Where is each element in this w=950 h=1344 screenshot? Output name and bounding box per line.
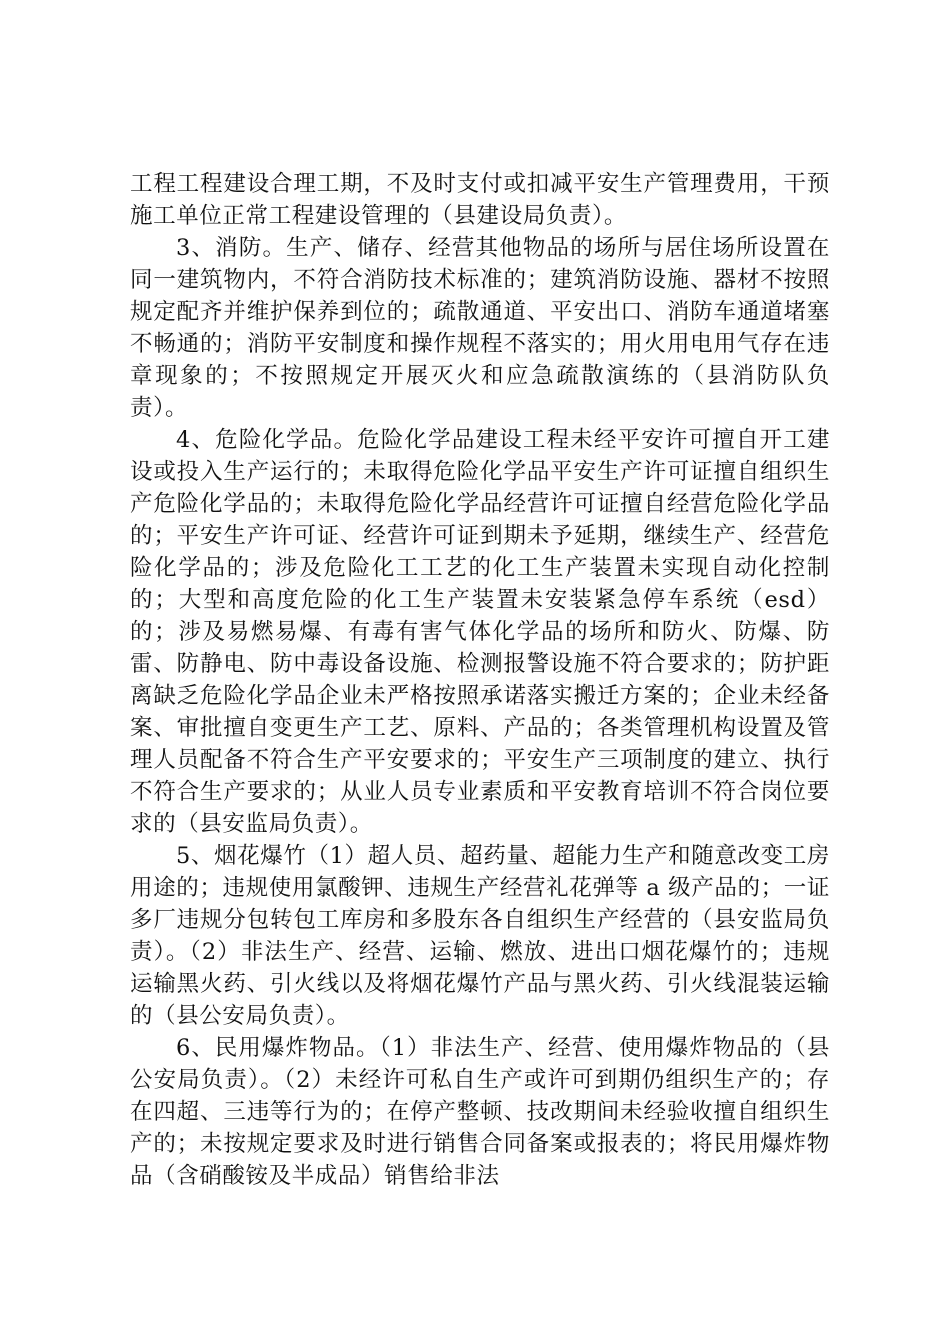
paragraph-civil-explosives: 6、民用爆炸物品。（1）非法生产、经营、使用爆炸物品的（县公安局负责）。（2）未经许可私自生产或许可到期仍组织生产的；存在四超、三违等行为的；在停产整顿、技改期间未经验收擅自组织生产的；未按规定要求及时进行销售合同备案或报表的；将民用爆炸物品（含硝酸铵及半成品）销售给非法 xyxy=(130,1035,830,1189)
paragraph-hazardous-chemicals: 4、危险化学品。危险化学品建设工程未经平安许可擅自开工建设或投入生产运行的；未取得危险化学品平安生产许可证擅自组织生产危险化学品的；未取得危险化学品经营许可证擅自经营危险化学品的；平安生产许可证、经营许可证到期未予延期，继续生产、经营危险化学品的；涉及危险化工工艺的化工生产装置未实现自动化控制的；大型和高度危险的化工生产装置未安装紧急停车系统（esd）的；涉及易燃易爆、有毒有害气体化学品的场所和防火、防爆、防雷、防静电、防中毒设备设施、检测报警设施不符合要求的；防护距离缺乏危险化学品企业未严格按照承诺落实搬迁方案的；企业未经备案、审批擅自变更生产工艺、原料、产品的；各类管理机构设置及管理人员配备不符合生产平安要求的；平安生产三项制度的建立、执行不符合生产要求的；从业人员专业素质和平安教育培训不符合岗位要求的（县安监局负责）。 xyxy=(130,427,830,837)
paragraph-continuation: 工程工程建设合理工期，不及时支付或扣减平安生产管理费用，干预施工单位正常工程建设管理的（县建设局负责）。 xyxy=(130,171,830,229)
paragraph-fire-safety: 3、消防。生产、储存、经营其他物品的场所与居住场所设置在同一建筑物内，不符合消防技术标准的；建筑消防设施、器材不按照规定配齐并维护保养到位的；疏散通道、平安出口、消防车通道堵塞不畅通的；消防平安制度和操作规程不落实的；用火用电用气存在违章现象的；不按照规定开展灭火和应急疏散演练的（县消防队负责）。 xyxy=(130,235,830,421)
document-body xyxy=(130,168,830,1192)
paragraph-fireworks: 5、烟花爆竹（1）超人员、超药量、超能力生产和随意改变工房用途的；违规使用氯酸钾、违规生产经营礼花弹等 a 级产品的；一证多厂违规分包转包工库房和多股东各自组织生产经营的（县安监局负责）。（2）非法生产、经营、运输、燃放、进出口烟花爆竹的；违规运输黑火药、引火线以及将烟花爆竹产品与黑火药、引火线混装运输的（县公安局负责）。 xyxy=(130,843,830,1029)
